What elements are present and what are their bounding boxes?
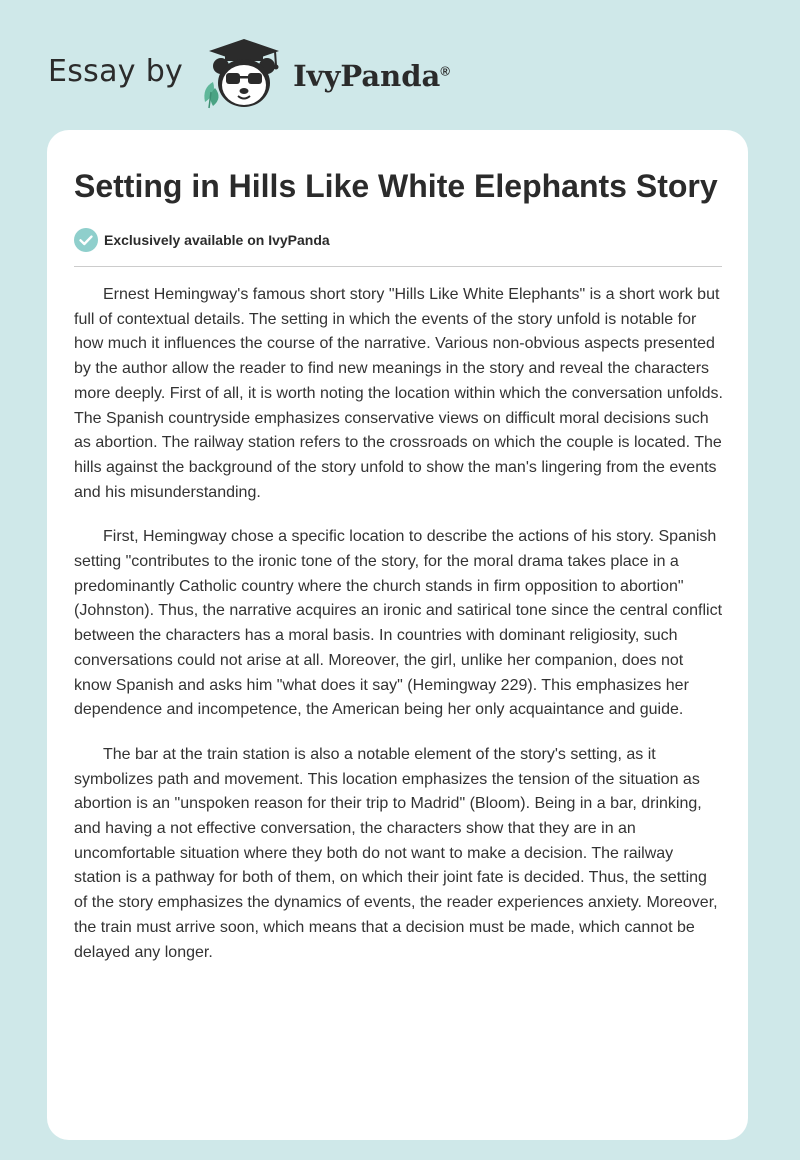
essay-paragraph: The bar at the train station is also a notable element of the story's setting, as it symbolizes path and movement. This location emphasizes the tension of the situation as abortion is an "unspoken reason for their trip to Madrid" (Bloom). Being in a bar, drinking, and having a not effective conversation, the characters show that they are in an uncomfortable situation where they both do not want to make a decision. The railway station is a pathway for both of them, on which their joint fate is decided. Thus, the setting of the story emphasizes the dynamics of events, the reader experiences anxiety. Moreover, the train must arrive soon, which means that a decision must be made, which cannot be delayed any longer.: [74, 745, 718, 961]
brand-name: IvyPanda®: [293, 59, 450, 93]
check-circle-icon: [74, 228, 98, 252]
divider: [74, 266, 722, 267]
essay-body: [74, 283, 721, 965]
essay-card: [47, 130, 748, 1140]
essay-paragraph: Ernest Hemingway's famous short story "Hills Like White Elephants" is a short work but full of contextual details. The setting in which the events of the story unfold is notable for how much it influences the course of the narrative. Various non-obvious aspects presented by the author allow the reader to find new meanings in the story and reveal the characters more deeply. First of all, it is worth noting the location within which the conversation unfolds. The Spanish countryside emphasizes conservative views on difficult moral decisions such as abortion. The railway station refers to the crossroads on which the couple is located. The hills against the background of the story unfold to show the man's lingering from the events and his misunderstanding.: [74, 286, 723, 501]
panda-graduate-icon: [199, 36, 289, 112]
brand-header[interactable]: [48, 36, 450, 112]
exclusive-badge: [74, 227, 721, 253]
exclusive-badge-text: Exclusively available on IvyPanda: [104, 232, 330, 248]
brand-prefix: Essay by: [48, 53, 184, 89]
essay-paragraph: First, Hemingway chose a specific location to describe the actions of his story. Spanish setting "contributes to the ironic tone of the story, for the moral drama takes place in a predominantly Catholic country where the church stands in firm opposition to abortion" (Johnston). Thus, the narrative acquires an ironic and satirical tone since the central conflict between the characters has a moral basis. In countries with dominant religiosity, such conversations could not arise at all. Moreover, the girl, unlike her companion, does not know Spanish and asks him "what does it say" (Hemingway 229). This emphasizes her dependence and incompetence, the American being her only acquaintance and guide.: [74, 528, 723, 719]
essay-title: Setting in Hills Like White Elephants Story: [74, 168, 718, 204]
